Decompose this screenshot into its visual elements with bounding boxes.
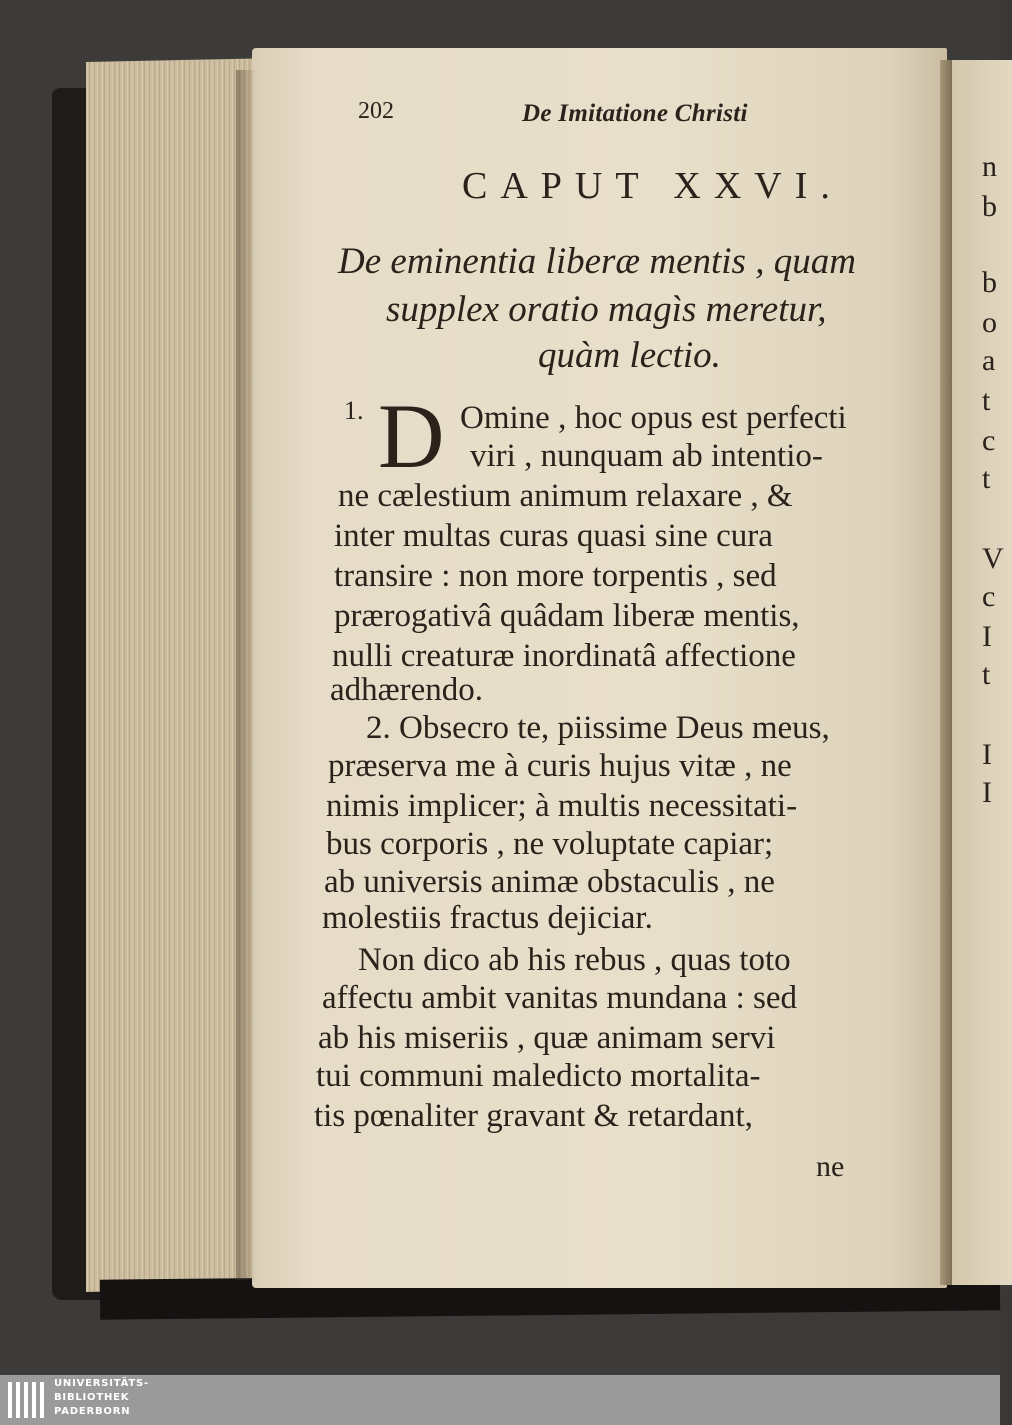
facing-page-fragment: t: [982, 462, 991, 495]
text-line: tui communi maledicto mortalita-: [316, 1058, 761, 1094]
text-line: tis pœnaliter gravant & retardant,: [314, 1098, 753, 1134]
text-line: viri , nunquam ab intentio-: [470, 438, 823, 474]
facing-page-fragment: a: [982, 344, 996, 377]
chapter-subtitle-line: quàm lectio.: [538, 335, 721, 376]
paragraph-number: 1.: [344, 396, 364, 425]
facing-page-fragment: t: [982, 658, 991, 691]
chapter-title: CAPUT XXVI.: [462, 165, 843, 207]
chapter-subtitle-line: De eminentia liberæ mentis , quam: [338, 241, 856, 282]
facing-page-fragment: I: [982, 738, 992, 771]
footer-text-line: UNIVERSITÄTS-: [54, 1378, 149, 1389]
text-line: Omine , hoc opus est perfecti: [460, 400, 847, 436]
facing-page-fragment: n: [982, 150, 997, 183]
facing-page-fragment: b: [982, 190, 997, 223]
facing-page-fragment: b: [982, 266, 997, 299]
text-line: transire : non more torpentis , sed: [334, 558, 777, 594]
page-shadow: [236, 70, 256, 1280]
text-line: inter multas curas quasi sine cura: [334, 518, 773, 554]
facing-page-fragment: I: [982, 620, 992, 653]
text-line: Non dico ab his rebus , quas toto: [358, 942, 791, 978]
text-line: ab universis animæ obstaculis , ne: [324, 864, 775, 900]
footer-text-line: BIBLIOTHEK: [54, 1392, 130, 1403]
footer-bar: [0, 1375, 1000, 1425]
catchword: ne: [816, 1150, 845, 1183]
text-line: affectu ambit vanitas mundana : sed: [322, 980, 797, 1016]
drop-cap: D: [378, 385, 445, 487]
text-line: 2. Obsecro te, piissime Deus meus,: [366, 710, 830, 746]
running-head: De Imitatione Christi: [522, 100, 748, 127]
page-number: 202: [358, 98, 394, 124]
chapter-subtitle-line: supplex oratio magìs meretur,: [386, 289, 827, 330]
text-line: molestiis fractus dejiciar.: [322, 900, 653, 936]
library-logo-icon: [4, 1378, 48, 1422]
facing-page-fragment: I: [982, 776, 992, 809]
text-line: adhærendo.: [330, 672, 484, 708]
facing-page-fragment: o: [982, 306, 997, 339]
facing-page-fragment: c: [982, 580, 996, 613]
text-line: ab his miseriis , quæ animam servi: [318, 1020, 776, 1056]
text-line: nimis implicer; à multis necessitati-: [326, 788, 798, 824]
text-line: prærogativâ quâdam liberæ mentis,: [334, 598, 800, 634]
text-line: præserva me à curis hujus vitæ , ne: [328, 748, 792, 784]
facing-page-fragment: V: [982, 542, 1004, 575]
facing-page-fragment: c: [982, 424, 996, 457]
text-line: bus corporis , ne voluptate capiar;: [326, 826, 774, 862]
text-line: ne cælestium animum relaxare , &: [338, 478, 793, 514]
text-line: nulli creaturæ inordinatâ affectione: [332, 638, 796, 674]
facing-page-fragment: t: [982, 384, 991, 417]
footer-text-line: PADERBORN: [54, 1406, 131, 1417]
